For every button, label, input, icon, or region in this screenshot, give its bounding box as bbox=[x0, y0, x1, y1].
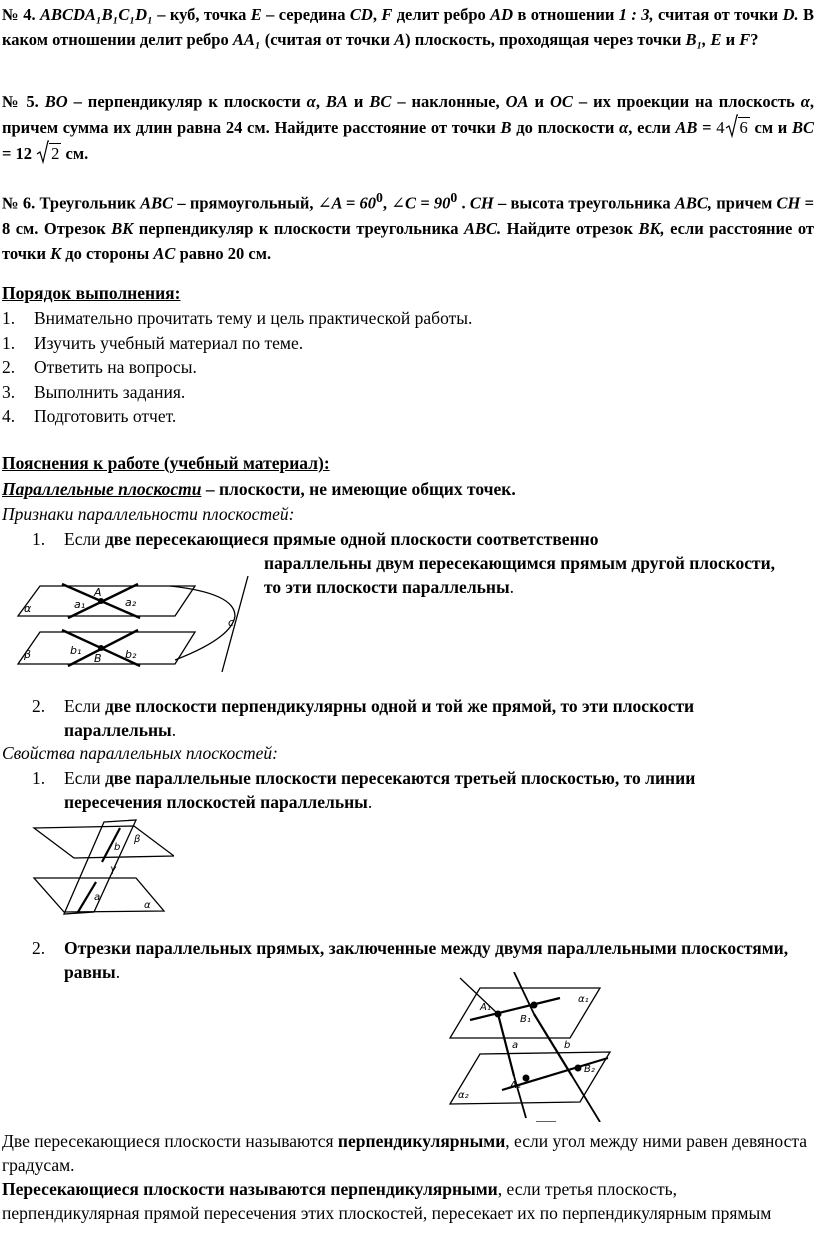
text: , если угол между ними равен девяноста градусам. bbox=[2, 1131, 807, 1175]
task-5 bbox=[2, 89, 814, 166]
cube-name: ABCDA₁B₁C₁D₁ bbox=[39, 5, 153, 24]
sqrt-sign bbox=[36, 140, 61, 166]
text: в отношении bbox=[513, 5, 619, 24]
text: Найдите отрезок bbox=[501, 218, 639, 238]
item-text: Выполнить задания. bbox=[34, 381, 186, 402]
text: Если bbox=[64, 768, 105, 788]
text: – наклонные, bbox=[391, 92, 506, 111]
item-number: 2. bbox=[32, 938, 46, 958]
text: (считая от точки bbox=[260, 30, 395, 49]
explain-title: Пояснения к работе (учебный материал): bbox=[2, 453, 330, 473]
point-f: F bbox=[381, 5, 393, 24]
sign-2 bbox=[32, 694, 784, 742]
item-number: 1. bbox=[2, 308, 16, 328]
text: = 12 bbox=[2, 144, 37, 163]
line-c bbox=[222, 576, 248, 672]
text: считая от точки bbox=[653, 5, 783, 24]
props-title: Свойства параллельных плоскостей: bbox=[2, 743, 278, 763]
label-alpha1: α₁ bbox=[578, 994, 589, 1005]
text: ) плоскость, проходящая через точки bbox=[405, 30, 686, 49]
label-beta: β bbox=[24, 648, 32, 661]
edge-aa1: AA₁ bbox=[232, 30, 261, 49]
prop-1 bbox=[32, 766, 784, 814]
label-b2: b₂ bbox=[125, 648, 137, 661]
item-number: 2. bbox=[2, 357, 16, 377]
radical-icon bbox=[725, 114, 738, 138]
item-text: Внимательно прочитать тему и цель практической работы. bbox=[34, 308, 473, 328]
ratio: 1 : 3, bbox=[618, 5, 654, 24]
segments bbox=[498, 1014, 572, 1076]
text: , bbox=[315, 92, 326, 111]
segment-bk: BK, bbox=[638, 218, 665, 238]
text: , bbox=[372, 5, 382, 24]
item-text: Подготовить отчет. bbox=[34, 406, 177, 426]
figure-intersecting-planes bbox=[24, 816, 174, 921]
text: до плоскости bbox=[511, 118, 620, 137]
angle-c: C = 90 bbox=[405, 193, 451, 213]
label-b: b bbox=[564, 1040, 571, 1051]
text: параллельны двум пересекающимся прямым другой плоскости, то эти плоскости параллельны bbox=[264, 553, 776, 597]
segment-bk: BK bbox=[111, 218, 134, 238]
triangle-abc: ABC, bbox=[674, 193, 713, 213]
list-item bbox=[2, 404, 472, 429]
segment-ch: CH bbox=[469, 193, 494, 213]
text: Треугольник bbox=[35, 193, 141, 213]
text: перпендикуляр к плоскости треугольника bbox=[133, 218, 464, 238]
item-text: Изучить учебный материал по теме. bbox=[34, 332, 304, 353]
text: – их проекции на плоскость bbox=[572, 92, 801, 111]
plane-alpha bbox=[18, 586, 195, 616]
text: причем bbox=[712, 193, 777, 213]
item-number: 1. bbox=[32, 529, 46, 549]
label-a2: a₂ bbox=[125, 596, 137, 609]
item-number: 1. bbox=[2, 332, 16, 353]
signs-title: Признаки параллельности плоскостей: bbox=[2, 504, 295, 524]
text: , bbox=[382, 193, 392, 213]
line-b-bottom bbox=[572, 1076, 600, 1122]
segment-bc: BC bbox=[792, 118, 815, 137]
text: Если bbox=[64, 529, 105, 549]
label-alpha2: α₂ bbox=[458, 1090, 469, 1101]
point-a: A bbox=[394, 30, 406, 49]
label-a2: A₂ bbox=[510, 1080, 521, 1091]
segment-oa: OA bbox=[505, 92, 529, 111]
text: и bbox=[347, 92, 370, 111]
text: , если bbox=[628, 118, 676, 137]
text: равно 20 см. bbox=[175, 243, 272, 263]
label-b: B bbox=[94, 652, 102, 665]
points: B₁, E bbox=[685, 30, 722, 49]
list-item bbox=[2, 380, 472, 405]
text: . bbox=[171, 720, 177, 740]
list-item bbox=[2, 331, 472, 356]
def-term: Параллельные плоскости bbox=[2, 479, 202, 499]
text: . bbox=[509, 577, 515, 597]
text: делит ребро bbox=[392, 5, 491, 24]
text: . bbox=[115, 962, 121, 982]
text: Если bbox=[64, 696, 105, 716]
label-c: c bbox=[228, 616, 235, 629]
task-number: № 5. bbox=[2, 92, 45, 111]
segment-ch: CH bbox=[776, 193, 801, 213]
radical-icon bbox=[36, 140, 49, 164]
segment-oc: OC bbox=[549, 92, 573, 111]
segment-ab: AB bbox=[675, 118, 698, 137]
task-number: № 4. bbox=[2, 5, 36, 24]
item-number: 3. bbox=[2, 381, 16, 402]
radicand: 2 bbox=[51, 144, 60, 163]
curve bbox=[170, 586, 235, 660]
point-f: F bbox=[739, 30, 751, 49]
text: две пересекающиеся прямые одной плоскости соответственно bbox=[104, 529, 599, 549]
figure-equal-segments bbox=[440, 972, 620, 1122]
side-ac: AC bbox=[153, 243, 176, 263]
text: две параллельные плоскости пересекаются третьей плоскостью, то линии пересечения плоскостей параллельны bbox=[64, 768, 696, 812]
sign-1 bbox=[32, 527, 804, 551]
label-a1: a₁ bbox=[74, 598, 86, 611]
text: = 8 см. Отрезок bbox=[2, 193, 815, 238]
label-alpha: α bbox=[24, 602, 32, 615]
text: и bbox=[721, 30, 740, 49]
text: Отрезки параллельных прямых, заключенные между двумя параллельными плоскостями, равны bbox=[64, 938, 789, 982]
list-item bbox=[2, 306, 472, 331]
label-a: a bbox=[512, 1040, 519, 1051]
text: – прямоугольный, bbox=[173, 193, 318, 213]
item-number: 2. bbox=[32, 696, 46, 716]
point-b: B bbox=[500, 118, 512, 137]
task-number: № 6. bbox=[2, 193, 36, 213]
text: ? bbox=[750, 30, 759, 49]
angle-a: A = 60 bbox=[331, 193, 376, 213]
label-b2: B₂ bbox=[584, 1064, 595, 1075]
prop-2 bbox=[32, 936, 804, 984]
def-text: – плоскости, не имеющие общих точек. bbox=[201, 479, 516, 499]
item-number: 1. bbox=[32, 768, 46, 788]
plane-alpha: α bbox=[800, 92, 810, 111]
segment-bc: BC bbox=[369, 92, 392, 111]
triangle-abc: ABC. bbox=[463, 218, 502, 238]
plane-beta bbox=[34, 826, 174, 858]
text: Две пересекающиеся плоскости называются bbox=[2, 1131, 338, 1151]
text: – середина bbox=[261, 5, 350, 24]
text: и bbox=[528, 92, 550, 111]
text: до стороны bbox=[61, 243, 154, 263]
text: . bbox=[457, 193, 470, 213]
procedure-title: Порядок выполнения: bbox=[2, 283, 181, 303]
sign-1-cont bbox=[264, 551, 784, 599]
text: = bbox=[697, 118, 717, 137]
point-d: D. bbox=[782, 5, 799, 24]
degree-sup: 0 bbox=[450, 190, 458, 205]
text: – куб, точка bbox=[152, 5, 251, 24]
item-number: 4. bbox=[2, 406, 16, 426]
item-text: Ответить на вопросы. bbox=[34, 357, 197, 377]
label-a1: A₁ bbox=[480, 1002, 491, 1013]
sqrt-sign bbox=[725, 114, 750, 140]
label-b1: B₁ bbox=[520, 1014, 531, 1025]
degree-sup: 0 bbox=[375, 190, 383, 205]
paragraph-perpendicular-1 bbox=[2, 1129, 814, 1177]
angle-icon: ∠ bbox=[317, 193, 332, 213]
text: две плоскости перпендикулярны одной и той же прямой, то эти плоскости параллельны bbox=[64, 696, 695, 740]
label-a: A bbox=[94, 586, 102, 599]
point-k: K bbox=[50, 243, 62, 263]
label-a: a bbox=[94, 892, 101, 903]
segment-ba: BA bbox=[325, 92, 348, 111]
angle-icon: ∠ bbox=[391, 193, 406, 213]
label-alpha: α bbox=[144, 900, 151, 911]
label-gamma: γ bbox=[110, 864, 116, 875]
label-b1: b₁ bbox=[70, 644, 82, 657]
radicand: 6 bbox=[739, 118, 748, 137]
coefficient: 4 bbox=[716, 118, 725, 137]
edge-cd: CD bbox=[349, 5, 373, 24]
segment-bo: BO bbox=[44, 92, 68, 111]
text: , причем сумма их длин равна 24 см. Найдите расстояние от точки bbox=[2, 92, 814, 137]
point-e: E bbox=[250, 5, 262, 24]
label-b: b bbox=[114, 842, 121, 853]
text: если расстояние от точки bbox=[2, 218, 814, 263]
term: Пересекающиеся плоскости называются перпендикулярными bbox=[2, 1179, 498, 1199]
definition bbox=[2, 477, 814, 501]
triangle-abc: ABC bbox=[140, 193, 174, 213]
plane-beta bbox=[18, 632, 195, 664]
text: – перпендикуляр к плоскости bbox=[67, 92, 307, 111]
list-item bbox=[2, 355, 472, 380]
plane-alpha: α bbox=[619, 118, 629, 137]
text: . bbox=[367, 792, 373, 812]
plane-alpha2 bbox=[450, 1052, 610, 1104]
figure-parallel-planes-lines bbox=[10, 568, 260, 678]
text: , если третья плоскость, перпендикулярная прямой пересечения этих плоскостей, пересекает их по перпендикулярным прямым bbox=[2, 1179, 772, 1223]
paragraph-perpendicular-2 bbox=[2, 1177, 814, 1225]
task-4 bbox=[2, 2, 814, 52]
task-6 bbox=[2, 185, 814, 266]
procedure-list bbox=[2, 306, 472, 429]
plane-alpha: α bbox=[306, 92, 316, 111]
edge-ad: AD bbox=[490, 5, 514, 24]
term: перпендикулярными bbox=[337, 1131, 506, 1151]
text: В каком отношении делит ребро bbox=[2, 5, 814, 49]
text: см. bbox=[61, 144, 89, 163]
text: см и bbox=[749, 118, 792, 137]
text: – высота треугольника bbox=[493, 193, 675, 213]
label-beta: β bbox=[134, 834, 141, 845]
